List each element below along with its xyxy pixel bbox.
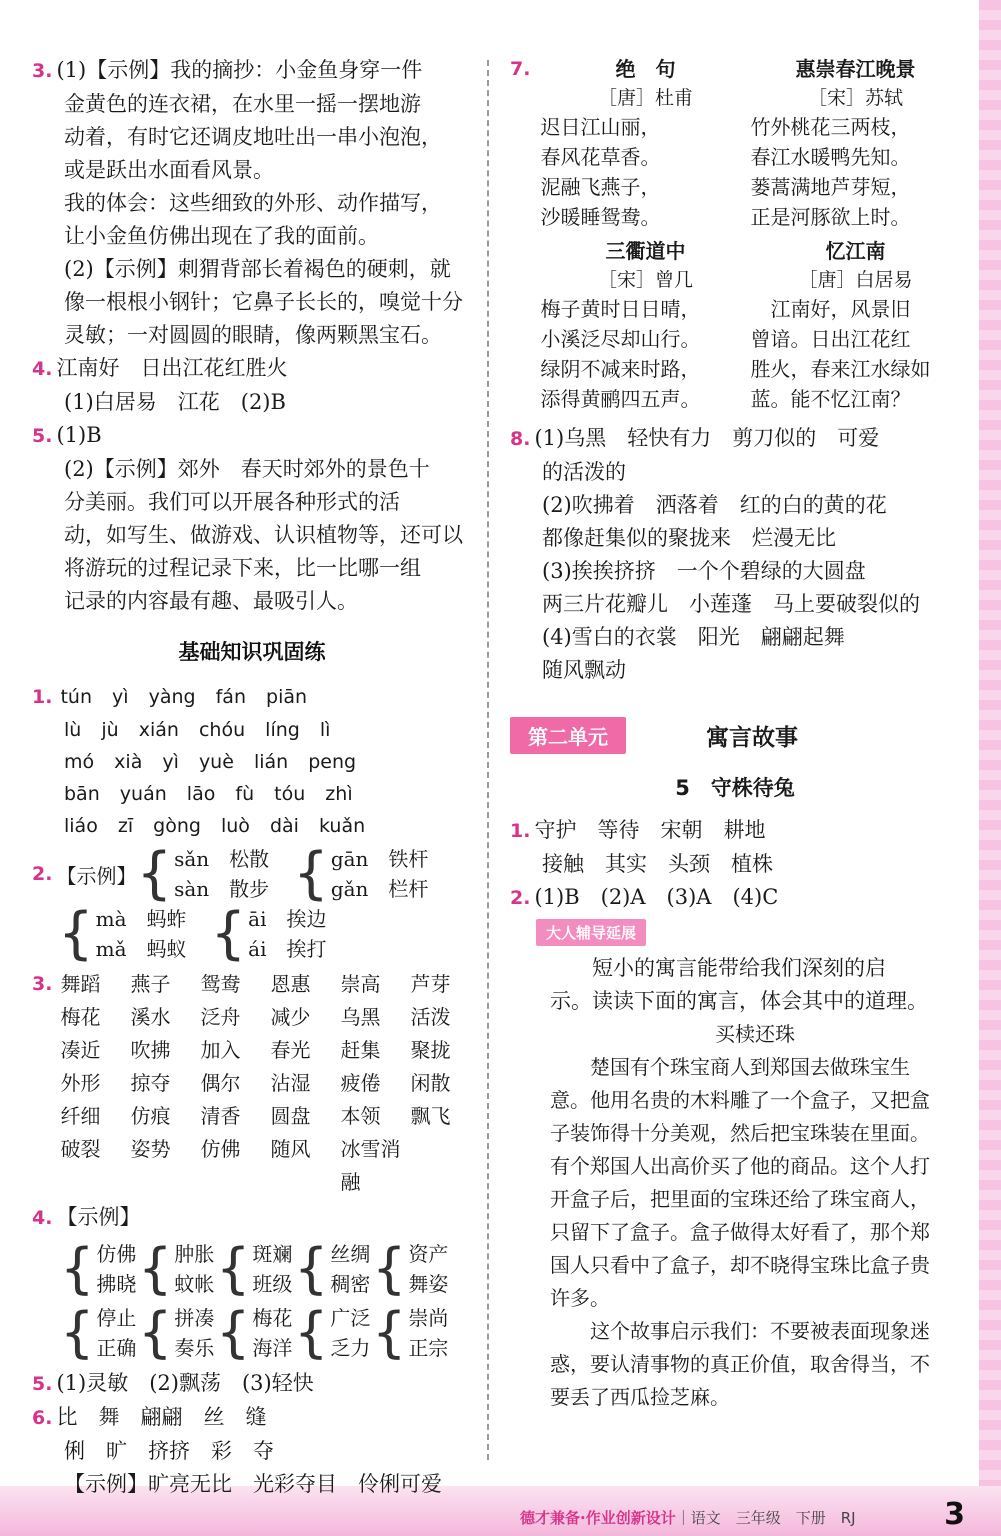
- right-decor-band: [979, 0, 1001, 1536]
- brace-icon: {: [372, 1301, 407, 1364]
- answer-4: 4. 江南好 日出江花红胜火 (1)白居易 江花 (2)B: [32, 356, 288, 414]
- word-item: 恩惠: [270, 972, 311, 996]
- poem-title: 绝 句: [615, 57, 676, 81]
- word-item: 沾湿: [270, 1071, 311, 1095]
- pair-word: 停止: [96, 1306, 137, 1330]
- word-item: 乌黑: [340, 1005, 381, 1029]
- pair-word: 丝绸: [330, 1242, 371, 1266]
- poem-line: 曾谙。日出江花红: [750, 327, 911, 351]
- poem-line: 正是河豚欲上时。: [750, 205, 911, 229]
- word-item: 冰雪消融: [340, 1137, 401, 1194]
- poem: [750, 236, 960, 414]
- word-item: 凑近: [60, 1038, 101, 1062]
- word-item: 泛舟: [200, 1005, 241, 1029]
- poem: [540, 54, 750, 232]
- polyphone-group: { āi 挨边 ái 挨打: [210, 901, 327, 966]
- poem-line: 春风花草香。: [540, 145, 661, 169]
- word-item: 破裂: [60, 1137, 101, 1161]
- footer-brand: 德才兼备·作业创新设计: [520, 1509, 676, 1527]
- poem-author: ［唐］白居易: [798, 269, 913, 291]
- brace-icon: {: [294, 1237, 329, 1300]
- word-pair: [372, 1239, 450, 1299]
- poem-author: ［宋］曾几: [597, 269, 693, 291]
- poem-line: 小溪泛尽却山行。: [540, 327, 701, 351]
- story-paragraph: 这个故事启示我们：不要被表面现象迷惑，要认清事物的真正价值，取舍得当，不要丢了西瓜捡芝麻。: [550, 1319, 930, 1409]
- word-pair: [60, 1239, 138, 1299]
- word-item: 加入: [200, 1038, 241, 1062]
- basic-5: 5. (1)灵敏 (2)飘荡 (3)轻快: [32, 1371, 314, 1395]
- pair-word: 资产: [408, 1242, 449, 1266]
- word-item: 聚拢: [410, 1038, 451, 1062]
- poem-line: 泥融飞燕子，: [540, 175, 661, 199]
- poem-line: 绿阴不减来时路，: [540, 357, 701, 381]
- basic-4-pairs: 4. 【示例】 { 仿佛 拂晓 { 肿胀 蚊帐 { 斑斓 班级 { 丝绸 稠密 { 资产 舞姿 { 停止 正确 { 拼凑 奏乐 { 梅花 海洋 { 广泛 乏力 { 崇尚 正宗: [32, 1205, 449, 1364]
- word-pair: [294, 1239, 372, 1299]
- word-item: 本领: [340, 1104, 381, 1128]
- answer-3: 3. (1)【示例】我的摘抄：小金鱼身穿一件 金黄色的连衣裙，在水里一摇一摆地游 动着，有时它还调皮地吐出一串小泡泡， 或是跃出水面看风景。 我的体会：这些细致的外形、动作描写， 让小金鱼仿佛出现在了我的面前。 (2)【示例】刺猬背部长着褐色的硬刺，就 像一根根小钢针；它鼻子长长的，嗅觉十分 灵敏；一对圆圆的眼睛，像两颗黑宝石。: [32, 58, 463, 347]
- polyphone-group: { sǎn 松散 sàn 散步: [136, 841, 270, 906]
- brace-icon: {: [60, 1301, 95, 1364]
- word-item: 清香: [200, 1104, 241, 1128]
- brace-icon: {: [293, 841, 329, 906]
- pair-word: 海洋: [252, 1336, 293, 1360]
- right-column: [510, 54, 960, 1414]
- pair-word: 正宗: [408, 1336, 449, 1360]
- word-item: 鸳鸯: [200, 972, 241, 996]
- brace-icon: {: [138, 1301, 173, 1364]
- pair-word: 正确: [96, 1336, 137, 1360]
- poem-line: 蒌蒿满地芦芽短，: [750, 175, 911, 199]
- unit-badge: 第二单元: [510, 717, 626, 754]
- word-item: 疲倦: [340, 1071, 381, 1095]
- pair-word: 乏力: [330, 1336, 371, 1360]
- word-item: 仿佛: [200, 1137, 241, 1161]
- pair-word: 舞姿: [408, 1272, 449, 1296]
- basic-2-polyphones: 2. 【示例】 { sǎn 松散 sàn 散步 { gān 铁杆 gǎn 栏杆 { mà 蚂蚱 mǎ 蚂蚁 { āi 挨边 ái 挨打: [32, 841, 429, 966]
- section-title: 基础知识巩固练: [178, 640, 326, 664]
- poem-line: 蓝。能不忆江南？: [750, 387, 911, 411]
- footer-subject: ｜语文 三年级 下册 RJ: [675, 1509, 856, 1527]
- poem-line: 竹外桃花三两枝，: [750, 115, 911, 139]
- word-pair: [372, 1303, 450, 1363]
- poem-line: 胜火，春来江水绿如: [750, 357, 931, 381]
- word-item: 溪水: [130, 1005, 171, 1029]
- pair-word: 斑斓: [252, 1242, 293, 1266]
- poem-title: 惠崇春江晚景: [795, 57, 916, 81]
- word-item: 仿痕: [130, 1104, 171, 1128]
- brace-icon: {: [136, 841, 173, 906]
- word-item: 闲散: [410, 1071, 451, 1095]
- poem: [750, 54, 960, 232]
- word-item: 梅花: [60, 1005, 101, 1029]
- word-item: 减少: [270, 1005, 311, 1029]
- word-pair: [216, 1303, 294, 1363]
- pair-word: 拂晓: [96, 1272, 137, 1296]
- basic-3-words: 3. 舞蹈 燕子 鸳鸯 恩惠 崇高 芦芽 梅花 溪水 泛舟 减少 乌黑 活泼 凑近 吹拂 加入 春光 赶集 聚拢 外形 掠夺 偶尔 沾湿 疲倦 闲散 纤细 仿痕 清香 圆盘 本领 飘飞 破裂 姿势 仿佛 随风 冰雪消融: [32, 968, 472, 1199]
- word-item: [410, 1133, 480, 1199]
- pair-word: 拼凑: [174, 1306, 215, 1330]
- word-item: 随风: [270, 1137, 311, 1161]
- word-pair: [294, 1303, 372, 1363]
- word-item: 掠夺: [130, 1071, 171, 1095]
- brace-icon: {: [58, 901, 94, 966]
- brace-icon: {: [210, 901, 247, 966]
- pair-word: 肿胀: [174, 1242, 215, 1266]
- brace-icon: {: [138, 1237, 173, 1300]
- pair-word: 仿佛: [96, 1242, 137, 1266]
- word-item: 吹拂: [130, 1038, 171, 1062]
- word-item: 崇高: [340, 972, 381, 996]
- pair-word: 梅花: [252, 1306, 293, 1330]
- basic-6: 6. 比 舞 翩翩 丝 缝 俐 旷 挤挤 彩 夺 【示例】旷亮无比 光彩夺目 伶俐可爱: [32, 1405, 442, 1496]
- column-divider: [487, 60, 489, 1460]
- word-item: 芦芽: [410, 972, 451, 996]
- word-item: 舞蹈: [60, 972, 101, 996]
- polyphone-group: { gān 铁杆 gǎn 栏杆: [293, 841, 429, 906]
- pair-word: 稠密: [330, 1272, 371, 1296]
- word-item: 燕子: [130, 972, 171, 996]
- extension-badge: 大人辅导延展: [536, 919, 646, 946]
- story-title: 买椟还珠: [715, 1022, 795, 1046]
- word-pair: [216, 1239, 294, 1299]
- unit-header: [510, 717, 960, 754]
- pair-word: 崇尚: [408, 1306, 449, 1330]
- poem-line: 春江水暖鸭先知。: [750, 145, 911, 169]
- lesson-answer-1: 1. 守护 等待 宋朝 耕地 接触 其实 头颈 植株: [510, 818, 773, 876]
- pair-word: 班级: [252, 1272, 293, 1296]
- basic-1-pinyin: 1. tún yì yàng fán piān lù jù xián chóu líng lì mó xià yì yuè lián peng bān yuán lāo fù tóu zhì liáo zī gòng luò dài kuǎn: [32, 686, 366, 837]
- brace-icon: {: [216, 1237, 251, 1300]
- poem-title: 忆江南: [825, 239, 886, 263]
- page-number: 3: [944, 1497, 965, 1532]
- word-item: 外形: [60, 1071, 101, 1095]
- lesson-answer-2: 2. (1)B (2)A (3)A (4)C: [510, 885, 779, 909]
- word-pair: [60, 1303, 138, 1363]
- pair-word: 蚊帐: [174, 1272, 215, 1296]
- pair-word: 奏乐: [174, 1336, 215, 1360]
- brace-icon: {: [372, 1237, 407, 1300]
- brace-icon: {: [60, 1237, 95, 1300]
- poem-author: ［宋］苏轼: [807, 87, 903, 109]
- answer-7-poems: 7. 绝 句 ［唐］杜甫 迟日江山丽， 春风花草香。 泥融飞燕子， 沙暖睡鸳鸯。 惠崇春江晚景 ［宋］苏轼 竹外桃花三两枝， 春江水暖鸭先知。 蒌蒿满地芦芽短， 正是河豚欲上时。 三衢道中 ［宋］曾几 梅子黄时日日晴， 小溪泛尽却山行。 绿阴不减来时路， 添得黄鹂四五声。 忆江南 ［唐］白居易 江南好，风景旧 曾谙。日出江花红 胜火，春来江水绿如 蓝。能不忆江南？: [510, 54, 960, 414]
- word-item: 偶尔: [200, 1071, 241, 1095]
- brace-icon: {: [294, 1301, 329, 1364]
- extension-reading: 短小的寓言能带给我们深刻的启 示。读读下面的寓言，体会其中的道理。 买椟还珠 楚国有个珠宝商人到郑国去做珠宝生意。他用名贵的木料雕了一个盒子，又把盒子装饰得十分美观，然后把宝珠装在里面。有个郑国人出高价买了他的商品。这个人打开盒子后，把里面的宝珠还给了珠宝商人，只留下了盒子。盒子做得太好看了，那个郑国人只看中了盒子，却不晓得宝珠比盒子贵许多。 这个故事启示我们：不要被表面现象迷惑，要认清事物的真正价值，取舍得当，不要丢了西瓜捡芝麻。: [510, 952, 960, 1414]
- page-footer: [520, 1507, 856, 1528]
- word-pair: [138, 1303, 216, 1363]
- unit-title: 寓言故事: [706, 725, 798, 751]
- word-item: 纤细: [60, 1104, 101, 1128]
- polyphone-group: { mà 蚂蚱 mǎ 蚂蚁: [58, 901, 187, 966]
- word-item: 活泼: [410, 1005, 451, 1029]
- poem-line: 梅子黄时日日晴，: [540, 297, 701, 321]
- poem-author: ［唐］杜甫: [597, 87, 693, 109]
- word-item: 姿势: [130, 1137, 171, 1161]
- answer-8: 8. (1)乌黑 轻快有力 剪刀似的 可爱 的活泼的 (2)吹拂着 洒落着 红的白的黄的花 都像赶集似的聚拢来 烂漫无比 (3)挨挨挤挤 一个个碧绿的大圆盘 两三片花瓣儿 小莲蓬 马上要破裂似的 (4)雪白的衣裳 阳光 翩翩起舞 随风飘动: [510, 426, 920, 682]
- pair-word: 广泛: [330, 1306, 371, 1330]
- brace-icon: {: [216, 1301, 251, 1364]
- poem-line: 江南好，风景旧: [750, 297, 911, 321]
- poem-title: 三衢道中: [605, 239, 686, 263]
- word-item: 圆盘: [270, 1104, 311, 1128]
- poem-line: 沙暖睡鸳鸯。: [540, 205, 661, 229]
- poem: [540, 236, 750, 414]
- word-item: 飘飞: [410, 1104, 451, 1128]
- left-column: [32, 54, 472, 1501]
- word-item: 赶集: [340, 1038, 381, 1062]
- poem-line: 迟日江山丽，: [540, 115, 661, 139]
- lesson-title: 5 守株待兔: [675, 776, 795, 800]
- story-paragraph: 楚国有个珠宝商人到郑国去做珠宝生意。他用名贵的木料雕了一个盒子，又把盒子装饰得十分美观，然后把宝珠装在里面。有个郑国人出高价买了他的商品。这个人打开盒子后，把里面的宝珠还给了珠宝商人，只留下了盒子。盒子做得太好看了，那个郑国人只看中了盒子，却不晓得宝珠比盒子贵许多。: [550, 1055, 930, 1310]
- word-item: 春光: [270, 1038, 311, 1062]
- word-pair: [138, 1239, 216, 1299]
- poem-line: 添得黄鹂四五声。: [540, 387, 701, 411]
- answer-5: 5. (1)B (2)【示例】郊外 春天时郊外的景色十 分美丽。我们可以开展各种形式的活 动，如写生、做游戏、认识植物等，还可以 将游玩的过程记录下来，比一比哪一组 记录的内容最有趣、最吸引人。: [32, 423, 463, 613]
